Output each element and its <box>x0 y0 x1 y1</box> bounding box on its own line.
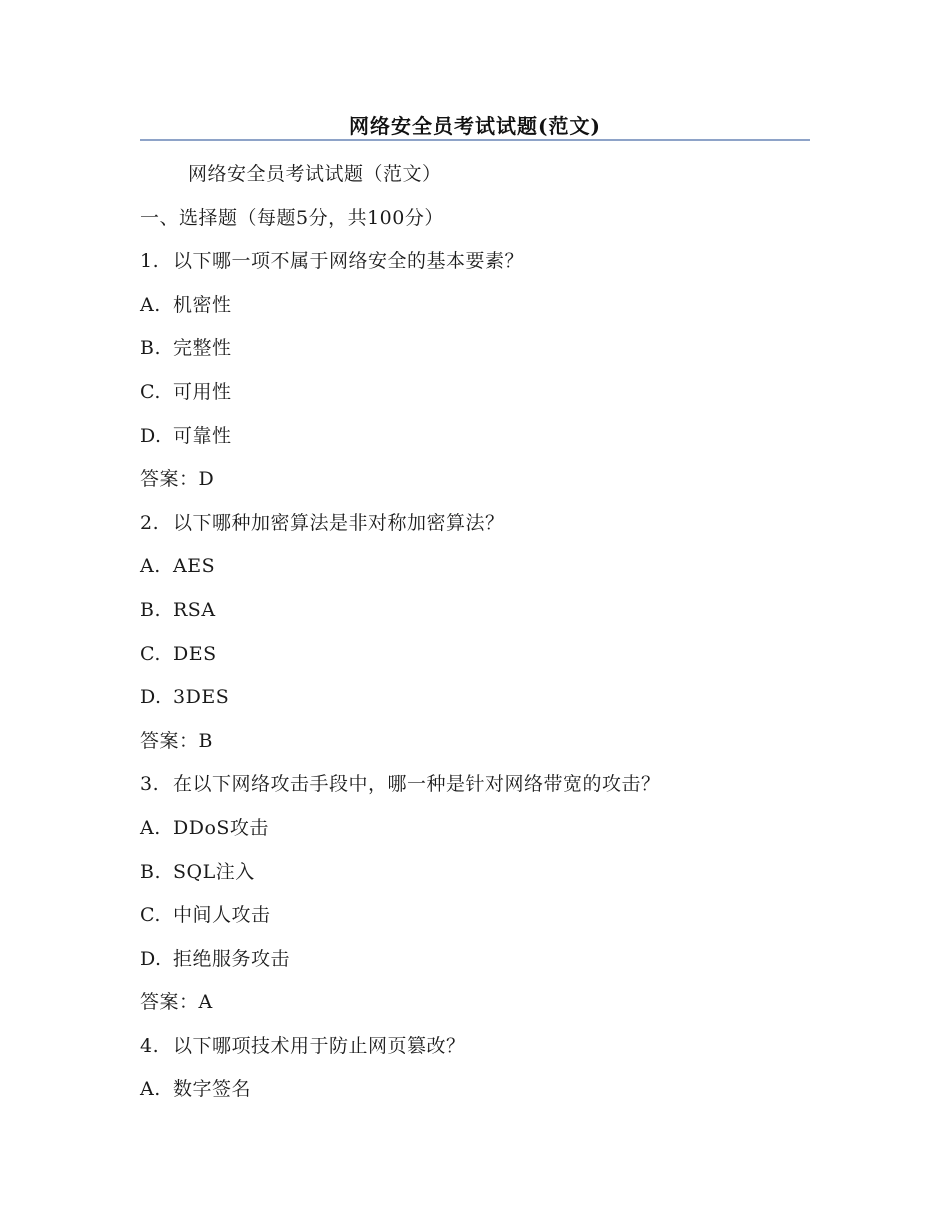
question-text: 以下哪种加密算法是非对称加密算法？ <box>173 511 505 534</box>
option-letter: C. <box>140 380 161 403</box>
question-number: 2. <box>140 511 160 534</box>
title-underline <box>140 139 810 141</box>
option-letter: D. <box>140 947 162 970</box>
option-text: SQL注入 <box>173 860 255 883</box>
question-number: 4. <box>140 1034 160 1057</box>
option-b <box>140 855 810 899</box>
option-text: 机密性 <box>173 293 232 316</box>
option-text: AES <box>173 555 216 578</box>
option-letter: B. <box>140 337 162 360</box>
option-letter: A. <box>140 816 161 839</box>
option-letter: B. <box>140 860 162 883</box>
option-a <box>140 288 810 332</box>
option-letter: A. <box>140 555 161 578</box>
option-text: 完整性 <box>173 337 232 360</box>
option-c <box>140 375 810 419</box>
section-heading: 一、选择题（每题5分，共100分） <box>140 206 444 229</box>
option-a <box>140 1072 810 1116</box>
answer-3: 答案：A <box>140 991 213 1014</box>
option-text: DDoS攻击 <box>173 816 269 839</box>
option-letter: C. <box>140 904 161 927</box>
option-text: 拒绝服务攻击 <box>173 947 291 970</box>
option-letter: A. <box>140 1078 161 1101</box>
question-3 <box>140 767 810 811</box>
document-title: 网络安全员考试试题(范文) <box>349 114 601 138</box>
question-number: 1. <box>140 250 160 273</box>
option-b <box>140 593 810 637</box>
option-d <box>140 419 810 463</box>
option-text: 可用性 <box>173 380 232 403</box>
option-text: 中间人攻击 <box>173 904 271 927</box>
option-letter: B. <box>140 598 162 621</box>
option-text: 3DES <box>173 686 230 709</box>
option-letter: A. <box>140 293 161 316</box>
question-1 <box>140 244 810 288</box>
option-a <box>140 549 810 593</box>
option-a <box>140 811 810 855</box>
answer-1: 答案：D <box>140 468 215 491</box>
option-letter: D. <box>140 686 162 709</box>
question-text: 在以下网络攻击手段中，哪一种是针对网络带宽的攻击？ <box>173 773 661 796</box>
document-body <box>140 157 810 1116</box>
question-text: 以下哪一项不属于网络安全的基本要素？ <box>173 250 525 273</box>
option-letter: C. <box>140 642 161 665</box>
option-letter: D. <box>140 424 162 447</box>
option-b <box>140 331 810 375</box>
answer-2: 答案：B <box>140 729 213 752</box>
option-text: 数字签名 <box>173 1078 252 1101</box>
question-2 <box>140 506 810 550</box>
option-c <box>140 637 810 681</box>
option-text: 可靠性 <box>173 424 232 447</box>
option-text: RSA <box>173 598 216 621</box>
question-text: 以下哪项技术用于防止网页篡改？ <box>173 1034 466 1057</box>
question-4 <box>140 1029 810 1073</box>
option-d <box>140 942 810 986</box>
option-c <box>140 898 810 942</box>
option-text: DES <box>173 642 217 665</box>
question-number: 3. <box>140 773 160 796</box>
subtitle: 网络安全员考试试题（范文） <box>188 163 442 185</box>
option-d <box>140 680 810 724</box>
